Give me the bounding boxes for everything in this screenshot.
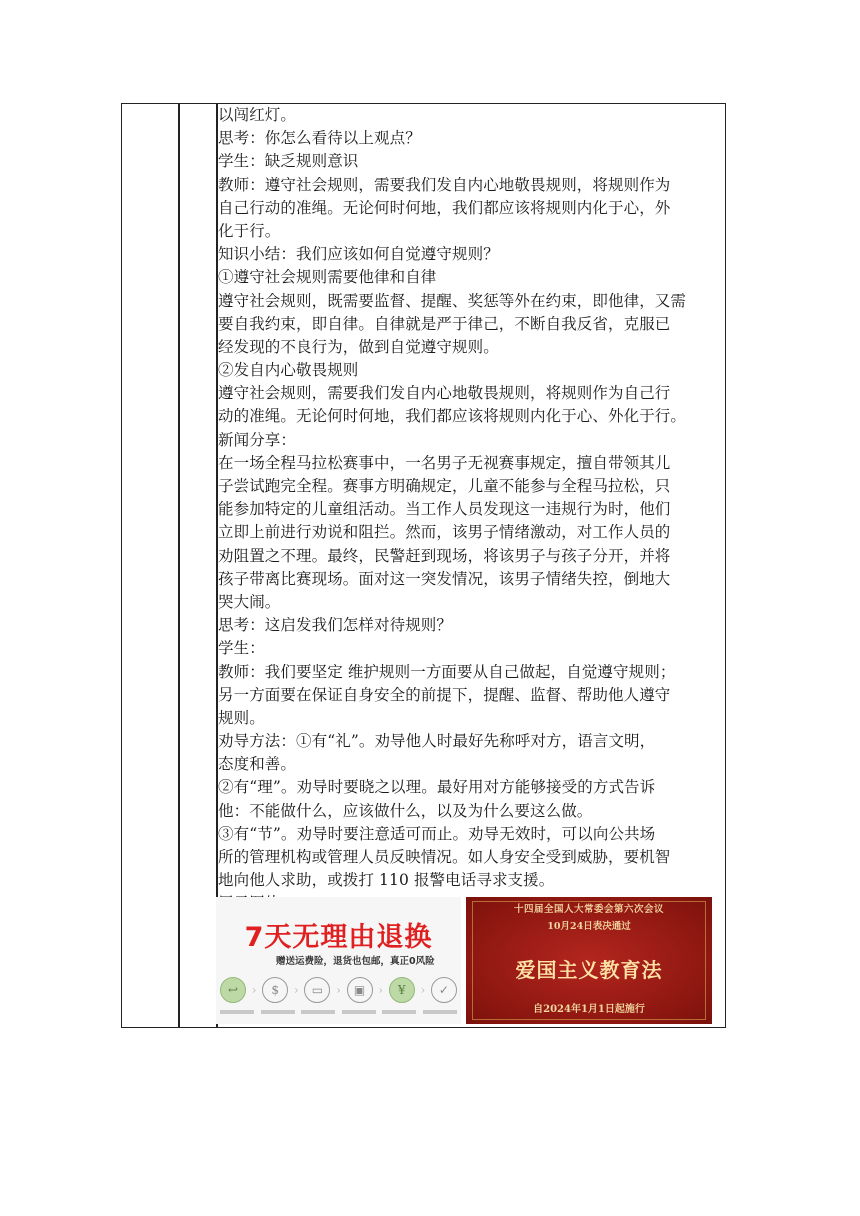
text-line: 要自我约束，即自律。自律就是严于律己，不断自我反省，克服已 (218, 314, 671, 333)
caption-placeholder (382, 1010, 416, 1014)
poster-effective-date: 自2024年1月1日起施行 (533, 1004, 645, 1015)
dollar-icon: $ (262, 977, 288, 1003)
caption-placeholder (423, 1010, 457, 1014)
text-line: 新闻分享： (218, 430, 297, 449)
patriotic-education-law-image (466, 897, 712, 1024)
text-line: 另一方面要在保证自身安全的前提下，提醒、监督、帮助他人遵守 (218, 685, 671, 704)
arrow-icon: › (420, 983, 426, 997)
text-line: 教师：遵守社会规则，需要我们发自内心地敬畏规则，将规则作为 (218, 175, 671, 194)
return-policy-headline: 7天无理由退换 (244, 922, 433, 953)
column-divider-1 (178, 104, 180, 1027)
text-line: 规则。 (218, 708, 265, 727)
arrow-icon: › (251, 983, 257, 997)
text-line: 学生： (218, 639, 265, 658)
check-icon: ✓ (431, 977, 457, 1003)
truck-icon: ▭ (304, 977, 330, 1003)
text-line: ①遵守社会规则需要他律和自律 (218, 268, 437, 287)
text-line: 学生：缺乏规则意识 (218, 152, 359, 171)
return-icon: ↩ (220, 977, 246, 1003)
text-line: 遵守社会规则，需要我们发自内心地敬畏规则，将规则作为自己行 (218, 384, 671, 403)
text-line: 教师：我们要坚定 维护规则一方面要从自己做起，自觉遵守规则； (218, 662, 676, 681)
text-line: 自己行动的准绳。无论何时何地，我们都应该将规则内化于心，外 (218, 198, 671, 217)
caption-placeholder (301, 1010, 335, 1014)
text-line: 思考：这启发我们怎样对待规则？ (218, 616, 453, 635)
package-icon: ▣ (347, 977, 373, 1003)
text-line: 动的准绳。无论何时何地，我们都应该将规则内化于心、外化于行。 (218, 407, 687, 426)
process-icons (220, 977, 457, 1003)
arrow-icon: › (336, 983, 341, 997)
text-line: ②有“理”。劝导时要晓之以理。最好用对方能够接受的方式告诉 (218, 778, 656, 797)
poster-date: 10月24日表决通过 (547, 921, 631, 932)
text-line: 以闯红灯。 (218, 106, 297, 124)
poster-session: 十四届全国人大常委会第六次会议 (513, 904, 664, 915)
text-line: 他：不能做什么，应该做什么，以及为什么要这么做。 (218, 801, 593, 820)
lesson-table (121, 103, 726, 1028)
display-images (216, 897, 716, 1025)
text-line: 经发现的不良行为，做到自觉遵守规则。 (218, 337, 499, 356)
text-line: 劝阻置之不理。最终，民警赶到现场，将该男子与孩子分开，并将 (218, 546, 671, 565)
text-line: 所的管理机构或管理人员反映情况。如人身安全受到威胁，要机智 (218, 848, 671, 866)
text-line: 思考：你怎么看待以上观点？ (218, 129, 421, 148)
poster-title: 爱国主义教育法 (515, 958, 663, 982)
text-line: ②发自内心敬畏规则 (218, 361, 359, 380)
text-line: 态度和善。 (218, 755, 297, 774)
refund-icon: ¥ (389, 977, 415, 1003)
arrow-icon: › (293, 983, 299, 997)
text-line: 哭大闹。 (218, 592, 281, 611)
lesson-content (218, 104, 718, 916)
caption-placeholder (342, 1010, 376, 1014)
text-line: 立即上前进行劝说和阻拦。然而，该男子情绪激动，对工作人员的 (218, 523, 671, 542)
return-policy-subline: 赠送运费险，退货也包邮，真正0风险 (276, 956, 435, 967)
text-line: 孩子带离比赛现场。面对这一突发情况，该男子情绪失控，倒地大 (218, 569, 671, 588)
caption-placeholder (261, 1010, 295, 1014)
text-line: 在一场全程马拉松赛事中，一名男子无视赛事规定，擅自带领其儿 (218, 453, 671, 472)
text-line: 能参加特定的儿童组活动。当工作人员发现这一违规行为时，他们 (218, 500, 671, 519)
text-line: 知识小结：我们应该如何自觉遵守规则？ (218, 245, 499, 264)
caption-placeholder (220, 1010, 254, 1014)
arrow-icon: › (378, 983, 384, 997)
text-line: 劝导方法：①有“礼”。劝导他人时最好先称呼对方，语言文明， (218, 732, 656, 751)
icon-captions (220, 1010, 457, 1014)
return-policy-image (216, 897, 461, 1024)
text-line: 子尝试跑完全程。赛事方明确规定，儿童不能参与全程马拉松，只 (218, 477, 671, 495)
text-line: 地向他人求助，或拨打 110 报警电话寻求支援。 (218, 871, 555, 890)
text-line: ③有“节”。劝导时要注意适可而止。劝导无效时，可以向公共场 (218, 824, 656, 843)
text-line: 遵守社会规则，既需要监督、提醒、奖惩等外在约束，即他律，又需 (218, 291, 687, 310)
text-line: 化于行。 (218, 221, 281, 240)
